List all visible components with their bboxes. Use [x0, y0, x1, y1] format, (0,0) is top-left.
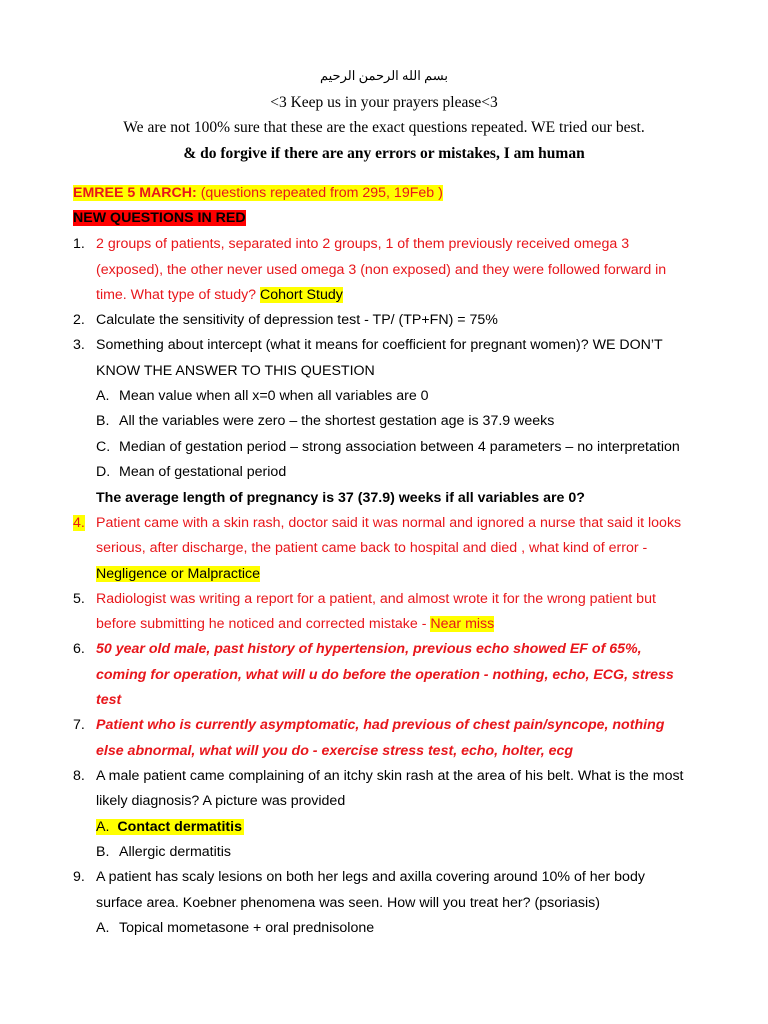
q9-line2: surface area. Koebner phenomena was seen. How will you treat her? (psoriasis) — [96, 895, 600, 911]
q2-line1: Calculate the sensitivity of depression test - TP/ (TP+FN) = 75% — [96, 312, 498, 328]
q4-line1: Patient came with a skin rash, doctor said it was normal and ignored a nurse that said it looks — [96, 515, 682, 531]
q8-option-a — [96, 819, 244, 835]
q1-line2: (exposed), the other never used omega 3 (non exposed) and they were followed forward in — [96, 262, 667, 278]
option-text: Topical mometasone + oral prednisolone — [119, 920, 375, 936]
q5-number: 5. — [73, 591, 85, 607]
q6-line3: test — [96, 692, 122, 708]
q2-number: 2. — [73, 312, 85, 328]
new-questions-heading — [73, 210, 246, 226]
q1-line3 — [96, 287, 343, 303]
q8-option-a-highlight — [96, 819, 244, 835]
q9-option-a — [96, 920, 375, 936]
q3-option-c — [96, 439, 680, 455]
q1-answer: Cohort Study — [260, 287, 343, 303]
option-letter: A. — [96, 388, 110, 404]
q6-line1: 50 year old male, past history of hypertension, previous echo showed EF of 65%, — [96, 641, 642, 657]
q5-line2-text: before submitting he noticed and corrected mistake - — [96, 616, 431, 632]
q5-answer: Near miss — [430, 616, 495, 632]
header-line-apology: & do forgive if there are any errors or mistakes, I am human — [183, 145, 585, 162]
q4-number — [73, 515, 85, 531]
q5-line1: Radiologist was writing a report for a patient, and almost wrote it for the wrong patient but — [96, 591, 656, 607]
exam-heading — [73, 185, 443, 201]
option-text: Contact dermatitis — [117, 819, 242, 835]
header-line-prayers: <3 Keep us in your prayers please<3 — [270, 94, 498, 111]
q3-note: The average length of pregnancy is 37 (37.9) weeks if all variables are 0? — [96, 490, 585, 506]
q8-line1: A male patient came complaining of an itchy skin rash at the area of his belt. What is the most — [96, 768, 684, 784]
exam-note: (questions repeated from 295, 19Feb ) — [196, 185, 443, 201]
q5-line2 — [96, 616, 494, 632]
option-letter: A. — [96, 819, 110, 835]
q7-line1: Patient who is currently asymptomatic, had previous of chest pain/syncope, nothing — [96, 717, 665, 733]
q6-number: 6. — [73, 641, 85, 657]
option-letter: B. — [96, 844, 110, 860]
q9-number: 9. — [73, 869, 85, 885]
q3-option-a — [96, 388, 429, 404]
q3-option-d — [96, 464, 287, 480]
bismillah-text: بسم الله الرحمن الرحيم — [319, 68, 448, 83]
exam-label: EMREE 5 MARCH: — [73, 185, 197, 201]
header-line-disclaimer: We are not 100% sure that these are the exact questions repeated. WE tried our best. — [123, 119, 645, 136]
new-questions-label: NEW QUESTIONS IN RED — [73, 210, 246, 226]
q1-number: 1. — [73, 236, 85, 252]
q7-line2: else abnormal, what will you do - exercise stress test, echo, holter, ecg — [96, 743, 574, 759]
q1-line1: 2 groups of patients, separated into 2 groups, 1 of them previously received omega 3 — [96, 236, 630, 252]
q4-answer: Negligence or Malpractice — [96, 566, 261, 582]
q3-line2: KNOW THE ANSWER TO THIS QUESTION — [96, 363, 375, 379]
option-text: Mean value when all x=0 when all variables are 0 — [119, 388, 429, 404]
q3-number: 3. — [73, 337, 85, 353]
q9-line1: A patient has scaly lesions on both her legs and axilla covering around 10% of her body — [96, 869, 645, 885]
q3-option-b — [96, 413, 555, 429]
q1-line3-text: time. What type of study? — [96, 287, 261, 303]
option-letter: A. — [96, 920, 110, 936]
q4-answer-line — [96, 566, 260, 582]
q6-line2: coming for operation, what will u do before the operation - nothing, echo, ECG, stress — [96, 667, 674, 683]
q8-line2: likely diagnosis? A picture was provided — [96, 793, 346, 809]
option-text: All the variables were zero – the shortest gestation age is 37.9 weeks — [119, 413, 555, 429]
option-text: Allergic dermatitis — [119, 844, 231, 860]
q3-line1: Something about intercept (what it means for coefficient for pregnant women)? WE DON’T — [96, 337, 663, 353]
option-letter: D. — [96, 464, 111, 480]
q8-number: 8. — [73, 768, 85, 784]
option-text: Median of gestation period – strong association between 4 parameters – no interpretation — [119, 439, 680, 455]
q7-number: 7. — [73, 717, 85, 733]
option-text: Mean of gestational period — [119, 464, 287, 480]
q4-number-text: 4. — [73, 515, 85, 531]
option-letter: B. — [96, 413, 110, 429]
q8-option-b — [96, 844, 231, 860]
q4-line2: serious, after discharge, the patient came back to hospital and died , what kind of error - — [96, 540, 648, 556]
option-letter: C. — [96, 439, 111, 455]
